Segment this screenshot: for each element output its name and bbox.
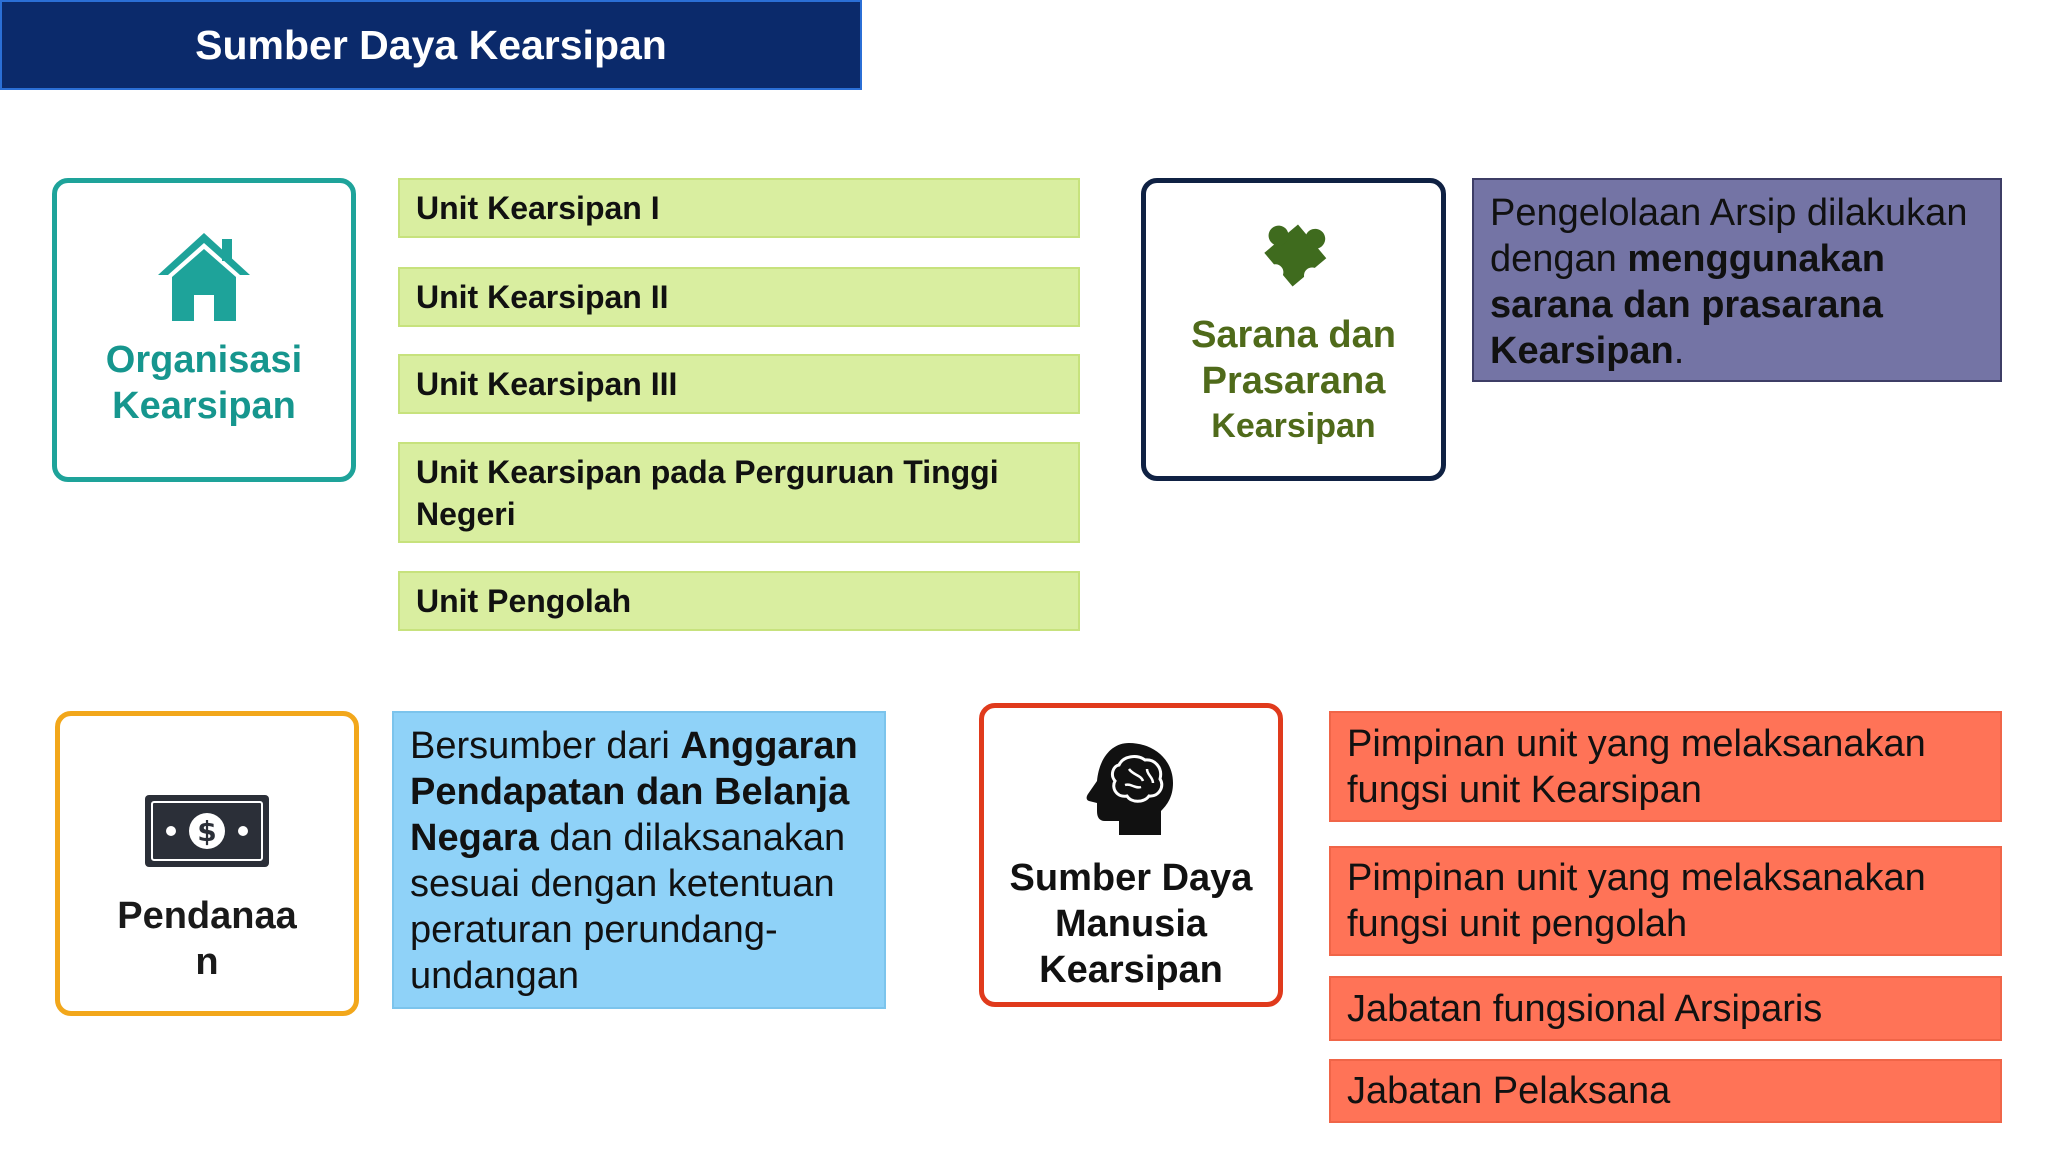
pendanaan-desc-bold: Anggaran Pendapatan dan Belanja Negara	[410, 725, 858, 859]
sarana-desc-bold: menggunakan sarana dan prasarana Kearsipan	[1490, 238, 1885, 372]
brain-head-icon	[1085, 741, 1177, 837]
sarana-label-line3: Kearsipan	[1211, 406, 1376, 445]
organisasi-label-line2: Kearsipan	[112, 385, 296, 427]
svg-text:$: $	[197, 814, 217, 848]
page-title	[0, 0, 862, 90]
sdm-item: Jabatan fungsional Arsiparis	[1329, 976, 2002, 1041]
page-title-text: Sumber Daya Kearsipan	[195, 21, 667, 68]
pendanaan-label-line1: Pendanaa	[117, 894, 297, 937]
sdm-label-line3: Kearsipan	[1039, 949, 1223, 991]
unit-item: Unit Kearsipan pada Perguruan Tinggi Negeri	[398, 442, 1080, 543]
unit-item: Unit Kearsipan III	[398, 354, 1080, 414]
sarana-card	[1141, 178, 1446, 481]
organisasi-card	[52, 178, 356, 482]
sarana-description	[1472, 178, 2002, 382]
sarana-label-line2: Prasarana	[1201, 359, 1386, 402]
unit-item: Unit Pengolah	[398, 571, 1080, 631]
pendanaan-desc-rest: dan dilaksanakan sesuai dengan ketentuan peraturan perundang-undangan	[410, 817, 846, 997]
unit-item: Unit Kearsipan II	[398, 267, 1080, 327]
money-icon	[145, 795, 269, 867]
sarana-desc-text: Pengelolaan Arsip dilakukan dengan	[1490, 192, 1968, 280]
pendanaan-desc-text: Bersumber dari	[410, 725, 681, 767]
sarana-desc-end: .	[1673, 330, 1685, 372]
sdm-item: Jabatan Pelaksana	[1329, 1059, 2002, 1123]
sdm-item: Pimpinan unit yang melaksanakan fungsi unit pengolah	[1329, 846, 2002, 956]
sarana-label-line1: Sarana dan	[1191, 313, 1396, 356]
sdm-label-line1: Sumber Daya	[1009, 857, 1253, 899]
pendanaan-label-line2: n	[195, 940, 219, 983]
sdm-card	[979, 703, 1283, 1007]
house-icon	[156, 231, 252, 323]
sdm-label-line2: Manusia	[1054, 903, 1208, 945]
puzzle-icon	[1252, 212, 1336, 296]
unit-item: Unit Kearsipan I	[398, 178, 1080, 238]
pendanaan-description	[392, 711, 886, 1009]
organisasi-label-line1: Organisasi	[105, 339, 303, 381]
sdm-item: Pimpinan unit yang melaksanakan fungsi unit Kearsipan	[1329, 711, 2002, 822]
pendanaan-card	[55, 711, 359, 1016]
